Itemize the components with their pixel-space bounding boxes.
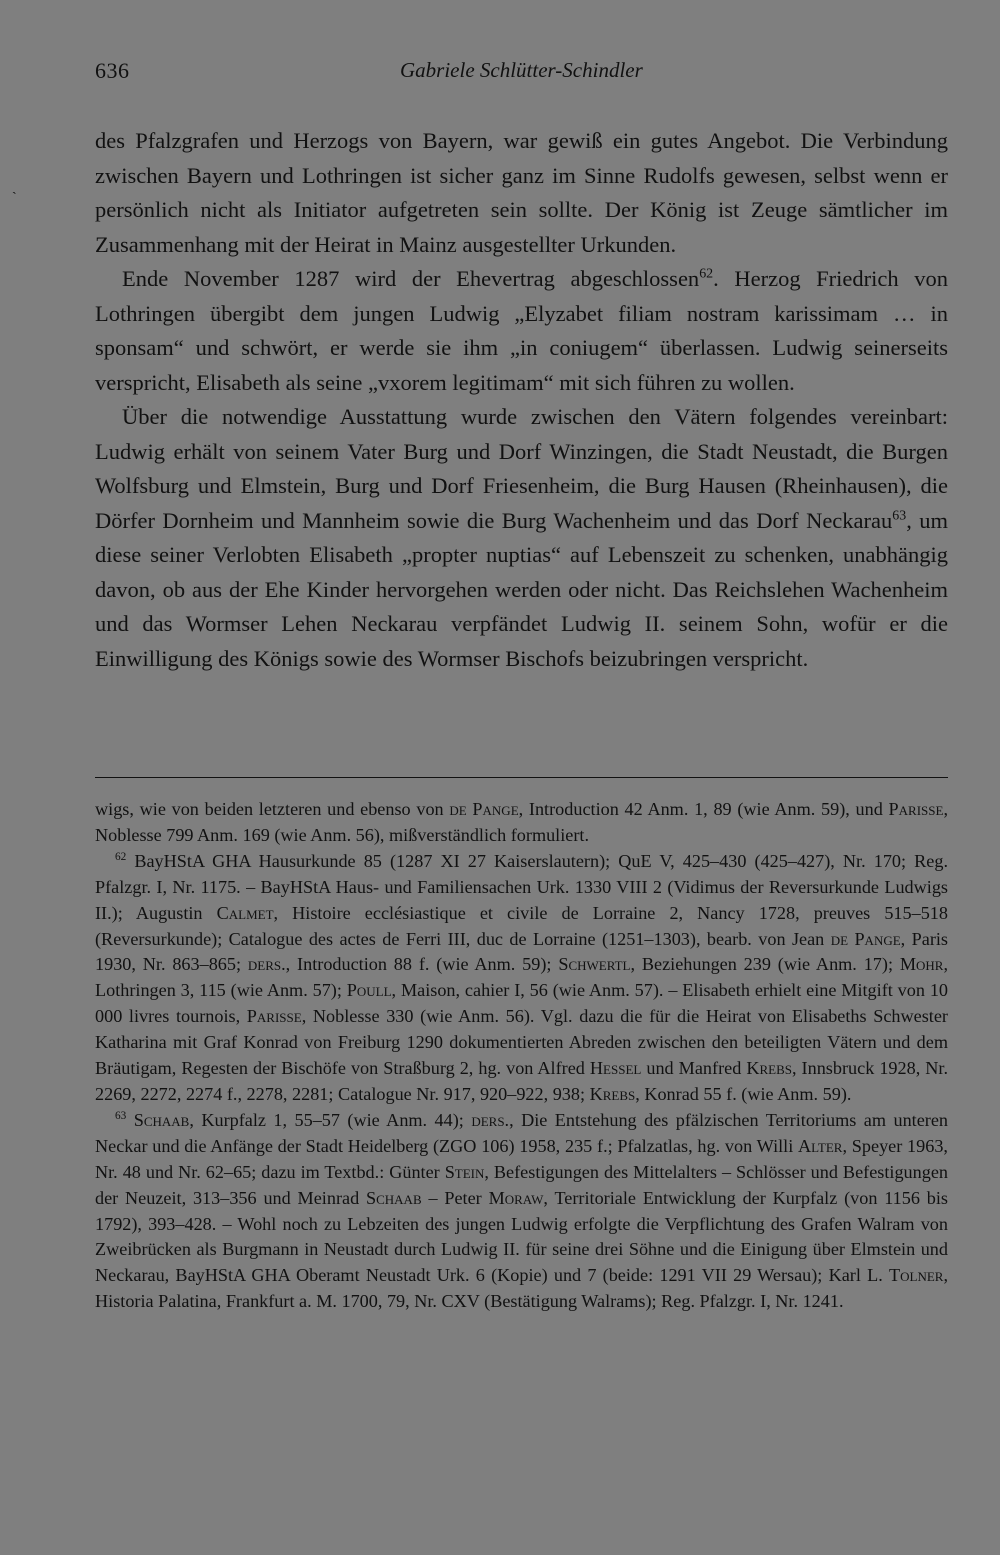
fn-author: Parisse [888, 799, 944, 819]
paragraph-3 [95, 400, 948, 676]
fn-text: , Maison, cahier I, 56 (wie Anm. 57). – Elisabeth erhielt eine Mitgift von 10 000 livres tournois, [95, 980, 949, 1027]
paragraph-1: des Pfalzgrafen und Herzogs von Bayern, war gewiß ein gutes Angebot. Die Verbindung zwischen Bayern und Lothringen ist sicher ganz im Sinne Rudolfs gewesen, selbst wenn er persönlich nicht als Initiator aufgetreten sein sollte. Der König ist Zeuge sämtlicher im Zusammenhang mit der Heirat in Mainz ausgestellter Urkunden. [95, 128, 948, 257]
fn-author: Hessel [589, 1058, 642, 1079]
fn-author: Alter [798, 1135, 843, 1156]
fn-text: , Lothringen 3, 115 (wie Anm. 57); [95, 954, 949, 1001]
fn-text: und Manfred [641, 1058, 747, 1079]
fn-text: BayHStA GHA Hausurkunde 85 (1287 XI 27 Kaiserslautern); QuE V, 425–430 (425–427), Nr. 170; Reg. Pfalzgr. I, Nr. 1175. – BayHStA Haus- und Familiensachen Urk. 1330 VIII 2 (Vidimus der Reversurkunde Ludwigs II.); Augustin [95, 850, 948, 923]
fn-text: wigs, wie von beiden letzteren und ebenso von [95, 799, 450, 819]
fn-author: Calmet [216, 902, 274, 923]
fn-text: – Peter [421, 1187, 489, 1208]
paragraph-3-text-a: Über die notwendige Ausstattung wurde zwischen den Vätern folgendes vereinbart: Ludwig erhält von seinem Vater Burg und Dorf Winzingen, die Stadt Neustadt, die Burgen Wolfsburg und Elmstein, Burg und Dorf Friesenheim, die Burg Hausen (Rheinhausen), die Dörfer Dornheim und Mannheim sowie die Burg Wachenheim und das Dorf Neckarau [95, 404, 948, 533]
fn-text: , Noblesse 330 (wie Anm. 56). Vgl. dazu die für die Heirat von Elisabeths Schwester Katharina mit Graf Konrad von Freiburg 1290 dokumentierten Abreden zwischen den beteiligten Vätern und dem Bräutigam, Regesten der Bischöfe von Straßburg 2, hg. von Alfred [95, 1006, 948, 1079]
fn-text: , Territoriale Entwicklung der Kurpfalz (von 1156 bis 1792), 393–428. – Wohl noch zu Lebzeiten des jungen Ludwig erfolgte die Verpflichtung des Grafen Walram von Zweibrücken als Burgmann in Neustadt durch Ludwig II. für seine drei Söhne und die Einigung über Elmstein und Neckarau, BayHStA GHA Oberamt Neustadt Urk. 6 (Kopie) und 7 (beide: 1291 VII 29 Wersau); Karl L. [95, 1187, 948, 1286]
fn-text: , Paris 1930, Nr. 863–865; [95, 928, 949, 975]
stray-mark: ˎ [12, 180, 17, 195]
fn-author: Poull [346, 980, 392, 1001]
fn-author: Krebs [589, 1083, 636, 1104]
paragraph-2-text-b: . Herzog Friedrich von Lothringen übergibt dem jungen Ludwig „Elyzabet filiam nostram karissimam … in sponsam“ und schwört, er werde sie ihm „in coniugem“ überlassen. Ludwig seinerseits verspricht, Elisabeth als seine „vxorem legitimam“ mit sich führen zu wollen. [95, 266, 948, 395]
fn-text: , Introduction 88 f. (wie Anm. 59); [285, 954, 559, 975]
fn-author: Moraw [488, 1187, 544, 1208]
fn-text: , Noblesse 799 Anm. 169 (wie Anm. 56), mißverständlich formuliert. [95, 799, 948, 845]
fn-author: ders. [471, 1109, 510, 1130]
footnotes [95, 797, 948, 1315]
paragraph-3-text-b: , um diese seiner Verlobten Elisabeth „propter nuptias“ auf Lebenszeit zu schenken, unabhängig davon, ob aus der Ehe Kinder hervorgehen werden oder nicht. Das Reichslehen Wachenheim und das Wormser Lehen Neckarau verpfändet Ludwig II. seinem Sohn, wofür er die Einwilligung des Königs sowie des Wormser Bischofs beizubringen verspricht. [95, 507, 948, 671]
paragraph-2-text-a: Ende November 1287 wird der Ehevertrag abgeschlossen [122, 266, 700, 291]
fn-text: , Historia Palatina, Frankfurt a. M. 1700, 79, Nr. CXV (Bestätigung Walrams); Reg. Pfalzgr. I, Nr. 1241. [95, 1265, 948, 1312]
fn-text: , Speyer 1963, Nr. 48 und Nr. 62–65; dazu im Textbd.: Günter [95, 1135, 948, 1182]
fn-author: Tolner [889, 1265, 944, 1286]
fn-text: , Histoire ecclésiastique et civile de Lorraine 2, Nancy 1728, preuves 515–518 (Reversurkunde); Catalogue des actes de Ferri III, duc de Lorraine (1251–1303), bearb. von Jean [95, 902, 948, 949]
footnote-ref-62: 62 [699, 266, 714, 282]
fn-text: , Die Entstehung des pfälzischen Territoriums am unteren Neckar und die Anfänge der Stadt Heidelberg (ZGO 106) 1958, 235 f.; Pfalzatlas, hg. von Willi [95, 1109, 949, 1156]
footnote-ref-63: 63 [892, 508, 907, 523]
fn-author: Schaab [366, 1187, 422, 1208]
footnote-number-63: 63 [115, 1109, 127, 1122]
fn-text [126, 1110, 133, 1130]
running-head: Gabriele Schlütter-Schindler [400, 58, 643, 82]
fn-author: de Pange [449, 799, 519, 819]
fn-author: de Pange [830, 928, 901, 949]
fn-author: Schwertl [558, 954, 631, 975]
page-number: 636 [95, 58, 130, 83]
body-text [95, 124, 948, 676]
fn-author: ders. [247, 954, 286, 975]
fn-author: Mohr [899, 954, 944, 975]
footnote-rule [95, 777, 948, 778]
footnote-62 [95, 849, 948, 1108]
fn-author: Stein [444, 1161, 485, 1182]
fn-text: , Konrad 55 f. (wie Anm. 59). [635, 1083, 852, 1104]
footnote-63 [95, 1108, 948, 1315]
footnote-continuation [95, 797, 948, 849]
fn-author: Krebs [746, 1058, 792, 1079]
footnote-number-62: 62 [115, 850, 127, 863]
fn-text: , Introduction 42 Anm. 1, 89 (wie Anm. 59), und [518, 799, 889, 819]
paragraph-2 [95, 262, 948, 400]
fn-text: , Innsbruck 1928, Nr. 2269, 2272, 2274 f., 2278, 2281; Catalogue Nr. 917, 920–922, 938; [95, 1058, 948, 1104]
fn-text: , Befestigungen des Mittelalters – Schlösser und Befestigungen der Neuzeit, 313–356 und Meinrad [95, 1161, 948, 1208]
fn-author: Parisse [246, 1006, 302, 1027]
fn-author: Schaab [133, 1109, 190, 1130]
fn-text: , Beziehungen 239 (wie Anm. 17); [630, 954, 900, 975]
fn-text: , Kurpfalz 1, 55–57 (wie Anm. 44); [189, 1109, 472, 1130]
